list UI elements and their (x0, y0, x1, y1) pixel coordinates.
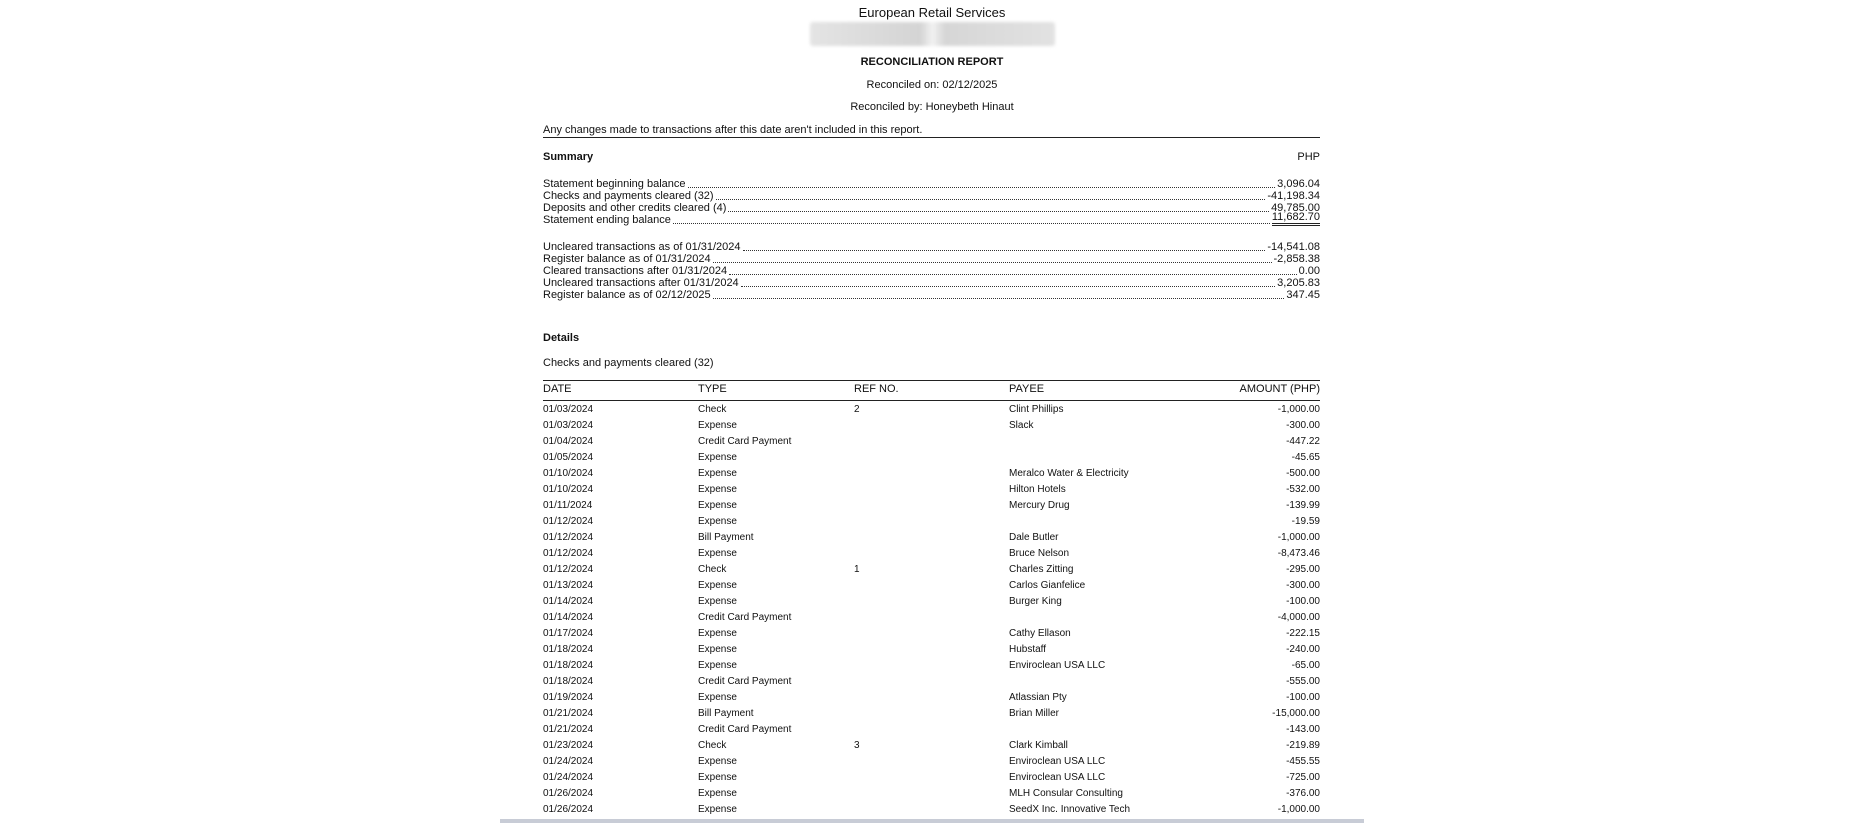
leader-dots (728, 211, 1269, 212)
table-row (0, 756, 1864, 772)
cell-date: 01/04/2024 (543, 436, 594, 447)
reconciled-on: Reconciled on: 02/12/2025 (866, 79, 998, 91)
cell-type: Expense (698, 644, 737, 655)
header-divider (543, 137, 1320, 138)
table-row (0, 644, 1864, 660)
table-row (0, 516, 1864, 532)
details-subtitle: Checks and payments cleared (32) (543, 357, 714, 369)
table-row (0, 404, 1864, 420)
summary-label: Uncleared transactions as of 01/31/2024 (543, 241, 741, 253)
table-row (0, 564, 1864, 580)
leader-dots (743, 250, 1266, 251)
cell-type: Credit Card Payment (698, 724, 792, 735)
cell-date: 01/17/2024 (543, 628, 594, 639)
cell-payee: Enviroclean USA LLC (1009, 756, 1106, 767)
cell-date: 01/18/2024 (543, 676, 594, 687)
cell-date: 01/21/2024 (543, 724, 594, 735)
cell-amount: -65.00 (1291, 660, 1320, 671)
cell-amount: -45.65 (1291, 452, 1320, 463)
column-header-payee: PAYEE (1009, 383, 1045, 395)
summary-label: Cleared transactions after 01/31/2024 (543, 265, 728, 277)
cell-amount: -500.00 (1286, 468, 1320, 479)
table-row (0, 500, 1864, 516)
details-title: Details (543, 332, 580, 344)
leader-dots (688, 187, 1276, 188)
window-bottom-edge (500, 819, 1364, 823)
leader-dots (673, 223, 1270, 224)
table-row (0, 660, 1864, 676)
summary-value: 3,205.83 (1277, 277, 1320, 289)
column-header-type: TYPE (698, 383, 727, 395)
table-row (0, 580, 1864, 596)
table-row (0, 740, 1864, 756)
cell-type: Credit Card Payment (698, 676, 792, 687)
summary-label: Checks and payments cleared (32) (543, 190, 714, 202)
cell-date: 01/12/2024 (543, 564, 594, 575)
cell-payee: Atlassian Pty (1009, 692, 1067, 703)
cell-date: 01/26/2024 (543, 788, 594, 799)
cell-date: 01/26/2024 (543, 804, 594, 815)
table-row (0, 628, 1864, 644)
cell-type: Expense (698, 420, 737, 431)
cell-type: Expense (698, 580, 737, 591)
leader-dots (741, 286, 1275, 287)
cell-type: Expense (698, 500, 737, 511)
cell-amount: -240.00 (1286, 644, 1320, 655)
cell-amount: -1,000.00 (1277, 532, 1320, 543)
cell-date: 01/18/2024 (543, 660, 594, 671)
cell-type: Expense (698, 804, 737, 815)
cell-type: Expense (698, 516, 737, 527)
cell-date: 01/21/2024 (543, 708, 594, 719)
cell-type: Bill Payment (698, 708, 754, 719)
cell-payee: Charles Zitting (1009, 564, 1074, 575)
cell-amount: -4,000.00 (1277, 612, 1320, 623)
cell-date: 01/12/2024 (543, 548, 594, 559)
column-header-ref: REF NO. (854, 383, 899, 395)
summary-row (543, 277, 1320, 289)
summary-value: 0.00 (1298, 265, 1320, 277)
summary-label: Uncleared transactions after 01/31/2024 (543, 277, 739, 289)
cell-type: Expense (698, 772, 737, 783)
cell-amount: -8,473.46 (1277, 548, 1320, 559)
cell-date: 01/13/2024 (543, 580, 594, 591)
cell-date: 01/18/2024 (543, 644, 594, 655)
table-row (0, 452, 1864, 468)
currency-label: PHP (1297, 151, 1320, 163)
transactions-table (0, 404, 1864, 820)
cell-amount: -455.55 (1286, 756, 1320, 767)
summary-row (543, 211, 1320, 226)
cell-type: Expense (698, 468, 737, 479)
cell-date: 01/11/2024 (543, 500, 593, 511)
cell-payee: Burger King (1009, 596, 1062, 607)
cell-payee: Meralco Water & Electricity (1009, 468, 1129, 479)
summary-row (543, 202, 1320, 214)
cell-payee: Enviroclean USA LLC (1009, 660, 1106, 671)
leader-dots (713, 298, 1285, 299)
cell-payee: MLH Consular Consulting (1009, 788, 1123, 799)
summary-row (543, 253, 1320, 265)
cell-date: 01/12/2024 (543, 516, 594, 527)
summary-row (543, 241, 1320, 253)
cell-payee: Slack (1009, 420, 1034, 431)
table-row (0, 692, 1864, 708)
cell-amount: -219.89 (1286, 740, 1320, 751)
summary-label: Register balance as of 02/12/2025 (543, 289, 711, 301)
cell-date: 01/14/2024 (543, 596, 594, 607)
cell-date: 01/23/2024 (543, 740, 594, 751)
table-row (0, 420, 1864, 436)
disclaimer-note: Any changes made to transactions after this date aren't included in this report. (543, 124, 923, 136)
table-row (0, 596, 1864, 612)
company-name: European Retail Services (858, 5, 1006, 20)
cell-amount: -143.00 (1286, 724, 1320, 735)
cell-date: 01/12/2024 (543, 532, 594, 543)
leader-dots (713, 262, 1272, 263)
leader-dots (716, 199, 1266, 200)
summary-row (543, 190, 1320, 202)
summary-value: 3,096.04 (1277, 178, 1320, 190)
table-header-rule (543, 400, 1320, 401)
report-title: RECONCILIATION REPORT (860, 56, 1004, 68)
cell-type: Bill Payment (698, 532, 754, 543)
cell-amount: -222.15 (1286, 628, 1320, 639)
cell-payee: Hubstaff (1009, 644, 1047, 655)
summary-value: -2,858.38 (1273, 253, 1320, 265)
table-row (0, 612, 1864, 628)
column-header-date: DATE (543, 383, 572, 395)
cell-type: Check (698, 564, 727, 575)
table-row (0, 772, 1864, 788)
cell-ref: 3 (854, 740, 860, 751)
summary-title: Summary (543, 151, 594, 163)
cell-payee: Carlos Gianfelice (1009, 580, 1086, 591)
summary-row (543, 289, 1320, 301)
cell-type: Expense (698, 788, 737, 799)
cell-type: Expense (698, 484, 737, 495)
summary-value: 11,682.70 (1272, 212, 1320, 226)
cell-ref: 1 (854, 564, 860, 575)
table-row (0, 708, 1864, 724)
cell-date: 01/19/2024 (543, 692, 594, 703)
summary-row (543, 178, 1320, 190)
cell-payee: Bruce Nelson (1009, 548, 1070, 559)
summary-value: -41,198.34 (1267, 190, 1320, 202)
cell-date: 01/10/2024 (543, 468, 594, 479)
cell-type: Credit Card Payment (698, 436, 792, 447)
cell-payee: Hilton Hotels (1009, 484, 1066, 495)
table-row (0, 484, 1864, 500)
table-row (0, 468, 1864, 484)
cell-date: 01/03/2024 (543, 404, 594, 415)
cell-type: Check (698, 404, 727, 415)
summary-row (543, 265, 1320, 277)
cell-amount: -725.00 (1286, 772, 1320, 783)
cell-type: Expense (698, 692, 737, 703)
cell-ref: 2 (854, 404, 860, 415)
cell-amount: -139.99 (1286, 500, 1320, 511)
cell-amount: -300.00 (1286, 580, 1320, 591)
cell-amount: -100.00 (1286, 596, 1320, 607)
cell-type: Expense (698, 628, 737, 639)
cell-payee: Clint Phillips (1009, 404, 1064, 415)
table-top-rule (543, 380, 1320, 381)
table-row (0, 788, 1864, 804)
table-row (0, 548, 1864, 564)
cell-amount: -295.00 (1286, 564, 1320, 575)
summary-label: Statement ending balance (543, 214, 671, 226)
summary-label: Deposits and other credits cleared (4) (543, 202, 727, 214)
cell-date: 01/24/2024 (543, 772, 594, 783)
cell-amount: -532.00 (1286, 484, 1320, 495)
cell-type: Expense (698, 452, 737, 463)
table-row (0, 804, 1864, 820)
cell-type: Expense (698, 596, 737, 607)
summary-label: Register balance as of 01/31/2024 (543, 253, 711, 265)
cell-payee: Brian Miller (1009, 708, 1060, 719)
summary-value: 49,785.00 (1271, 202, 1320, 214)
summary-label: Statement beginning balance (543, 178, 686, 190)
cell-date: 01/24/2024 (543, 756, 594, 767)
cell-payee: Cathy Ellason (1009, 628, 1071, 639)
cell-date: 01/03/2024 (543, 420, 594, 431)
table-row (0, 436, 1864, 452)
leader-dots (729, 274, 1297, 275)
table-row (0, 724, 1864, 740)
cell-payee: Mercury Drug (1009, 500, 1070, 511)
summary-value: 347.45 (1286, 289, 1320, 301)
cell-amount: -555.00 (1286, 676, 1320, 687)
cell-type: Expense (698, 548, 737, 559)
cell-type: Check (698, 740, 727, 751)
cell-type: Expense (698, 660, 737, 671)
cell-payee: Enviroclean USA LLC (1009, 772, 1106, 783)
cell-date: 01/10/2024 (543, 484, 594, 495)
summary-value: -14,541.08 (1267, 241, 1320, 253)
cell-amount: -447.22 (1286, 436, 1320, 447)
cell-amount: -15,000.00 (1272, 708, 1320, 719)
cell-amount: -19.59 (1291, 516, 1320, 527)
table-row (0, 676, 1864, 692)
cell-amount: -100.00 (1286, 692, 1320, 703)
cell-amount: -300.00 (1286, 420, 1320, 431)
cell-amount: -376.00 (1286, 788, 1320, 799)
table-row (0, 532, 1864, 548)
cell-type: Credit Card Payment (698, 612, 792, 623)
cell-payee: Clark Kimball (1009, 740, 1068, 751)
redacted-address (810, 22, 1055, 46)
column-header-amount: AMOUNT (PHP) (1239, 383, 1320, 395)
cell-payee: SeedX Inc. Innovative Tech (1009, 804, 1131, 815)
reconciled-by: Reconciled by: Honeybeth Hinaut (850, 101, 1014, 113)
cell-date: 01/05/2024 (543, 452, 594, 463)
cell-amount: -1,000.00 (1277, 404, 1320, 415)
cell-amount: -1,000.00 (1277, 804, 1320, 815)
cell-date: 01/14/2024 (543, 612, 594, 623)
cell-type: Expense (698, 756, 737, 767)
cell-payee: Dale Butler (1009, 532, 1059, 543)
